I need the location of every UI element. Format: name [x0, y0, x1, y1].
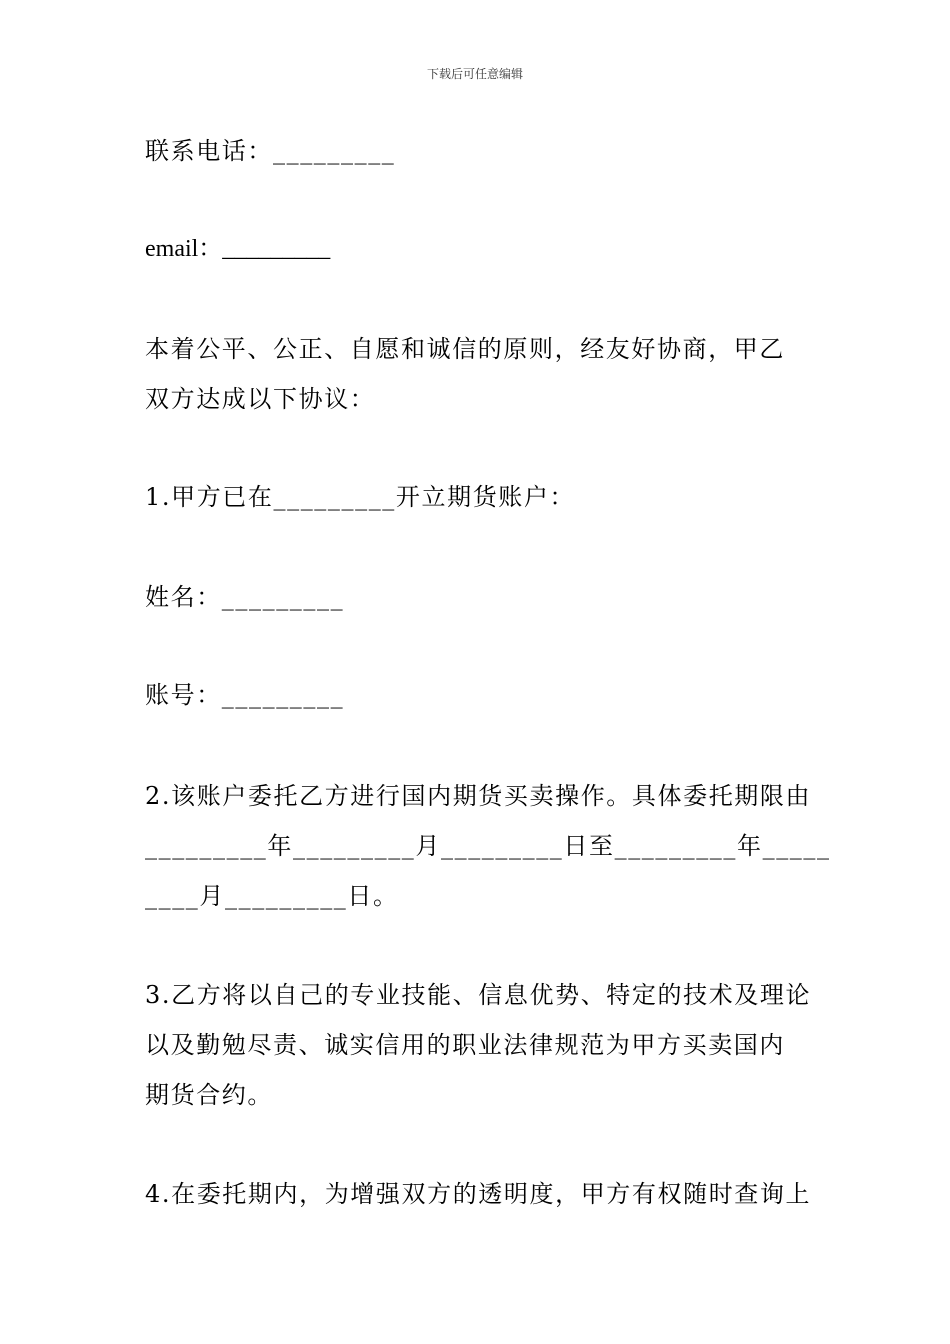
name-line: 姓名：_________: [145, 583, 345, 611]
clause-4: [145, 1169, 812, 1219]
intro-line-2: 双方达成以下协议：: [145, 385, 376, 413]
clause-3-line-3: 期货合约。: [145, 1081, 273, 1109]
clause-2-line-2: _________年_________月_________日至_________年_____: [145, 832, 831, 860]
clause-3-line-1: 3.乙方将以自己的专业技能、信息优势、特定的技术及理论: [145, 981, 812, 1009]
intro-line-1: 本着公平、公正、自愿和诚信的原则，经友好协商，甲乙: [145, 335, 785, 363]
page-header-note: 下载后可任意编辑: [426, 67, 523, 81]
email-line: email：_________: [145, 236, 331, 262]
clause-4-line-1: 4.在委托期内，为增强双方的透明度，甲方有权随时查询上: [145, 1180, 812, 1208]
clause-1: 1.甲方已在_________开立期货账户：: [145, 483, 576, 511]
phone-line: 联系电话：_________: [145, 137, 396, 165]
clause-2-line-1: 2.该账户委托乙方进行国内期货买卖操作。具体委托期限由: [145, 782, 812, 810]
clause-2: [145, 771, 831, 921]
clause-2-line-3: ____月_________日。: [145, 882, 399, 910]
clause-3-line-2: 以及勤勉尽责、诚实信用的职业法律规范为甲方买卖国内: [145, 1031, 785, 1059]
intro-paragraph: [145, 324, 807, 424]
clause-3: [145, 970, 812, 1120]
account-line: 账号：_________: [145, 681, 345, 709]
